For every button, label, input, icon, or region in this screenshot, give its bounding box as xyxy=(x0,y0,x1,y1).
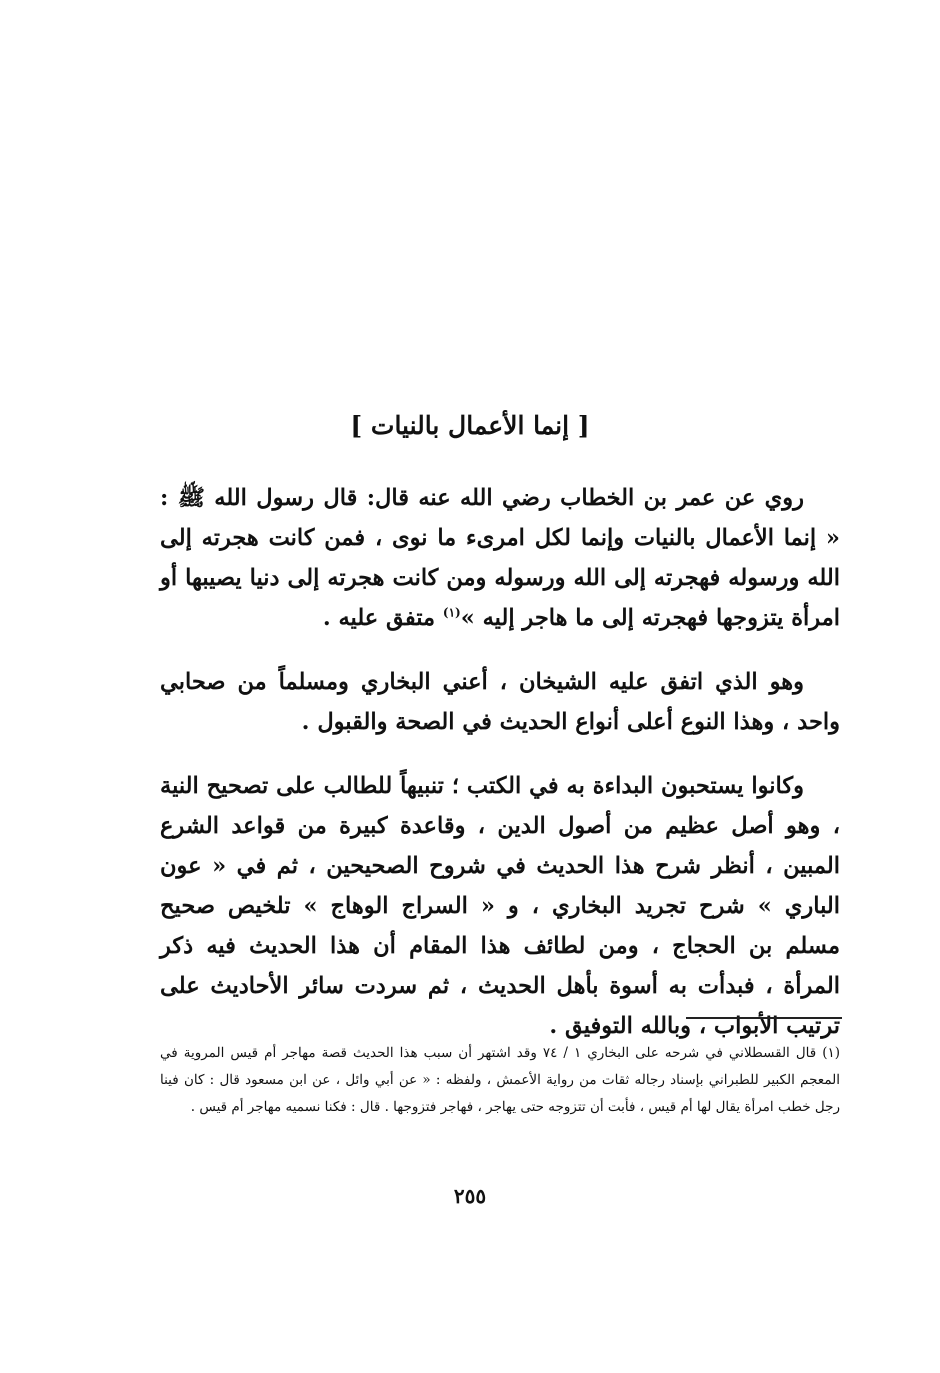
paragraph-hadith xyxy=(160,478,840,638)
footnote xyxy=(160,1040,840,1121)
paragraph-commentary: وكانوا يستحبون البداءة به في الكتب ؛ تنبيهاً للطالب على تصحيح النية ، وهو أصل عظيم من أصول الدين ، وقاعدة كبيرة من قواعد الشرع المبين ، أنظر شرح هذا الحديث في شروح الصحيحين ، ثم في « عون الباري » شرح تجريد البخاري ، و « السراج الوهاج » تلخيص صحيح مسلم بن الحجاج ، ومن لطائف هذا المقام أن هذا الحديث فيه ذكر المرأة ، فبدأت به أسوة بأهل الحديث ، ثم سردت سائر الأحاديث على ترتيب الأبواب ، وبالله التوفيق . xyxy=(160,773,840,1039)
section-heading: [ إنما الأعمال بالنيات ] xyxy=(350,411,590,440)
footnote-text: (١) قال القسطلاني في شرحه على البخاري ١ / ٧٤ وقد اشتهر أن سبب هذا الحديث قصة مهاجر أم قيس المروية في المعجم الكبير للطبراني بإسناد رجاله ثقات من رواية الأعمش ، ولفظه : « عن أبي وائل ، عن ابن مسعود قال : كان فينا رجل خطب امرأة يقال لها أم قيس ، فأبت أن تتزوجه حتى يهاجر ، فهاجر فتزوجها . قال : فكنا نسميه مهاجر أم قيس . xyxy=(160,1045,841,1115)
hadith-text: روي عن عمر بن الخطاب رضي الله عنه قال: قال رسول الله ﷺ : « إنما الأعمال بالنيات وإنما لكل امرىء ما نوى ، فمن كانت هجرته إلى الله ورسوله فهجرته إلى الله ورسوله ومن كانت هجرته إلى دنيا يصيبها أو امرأة يتزوجها فهجرته إلى ما هاجر إليه » xyxy=(160,485,840,631)
footnote-reference: (١) xyxy=(442,605,461,620)
hadith-grading: متفق عليه . xyxy=(322,605,443,631)
body-text xyxy=(160,478,840,1046)
paragraph-agreement: وهو الذي اتفق عليه الشيخان ، أعني البخاري ومسلماً من صحابي واحد ، وهذا النوع أعلى أنواع الحديث في الصحة والقبول . xyxy=(160,669,840,735)
page-number: ٢٥٥ xyxy=(453,1184,487,1208)
footnote-separator xyxy=(686,1017,842,1019)
